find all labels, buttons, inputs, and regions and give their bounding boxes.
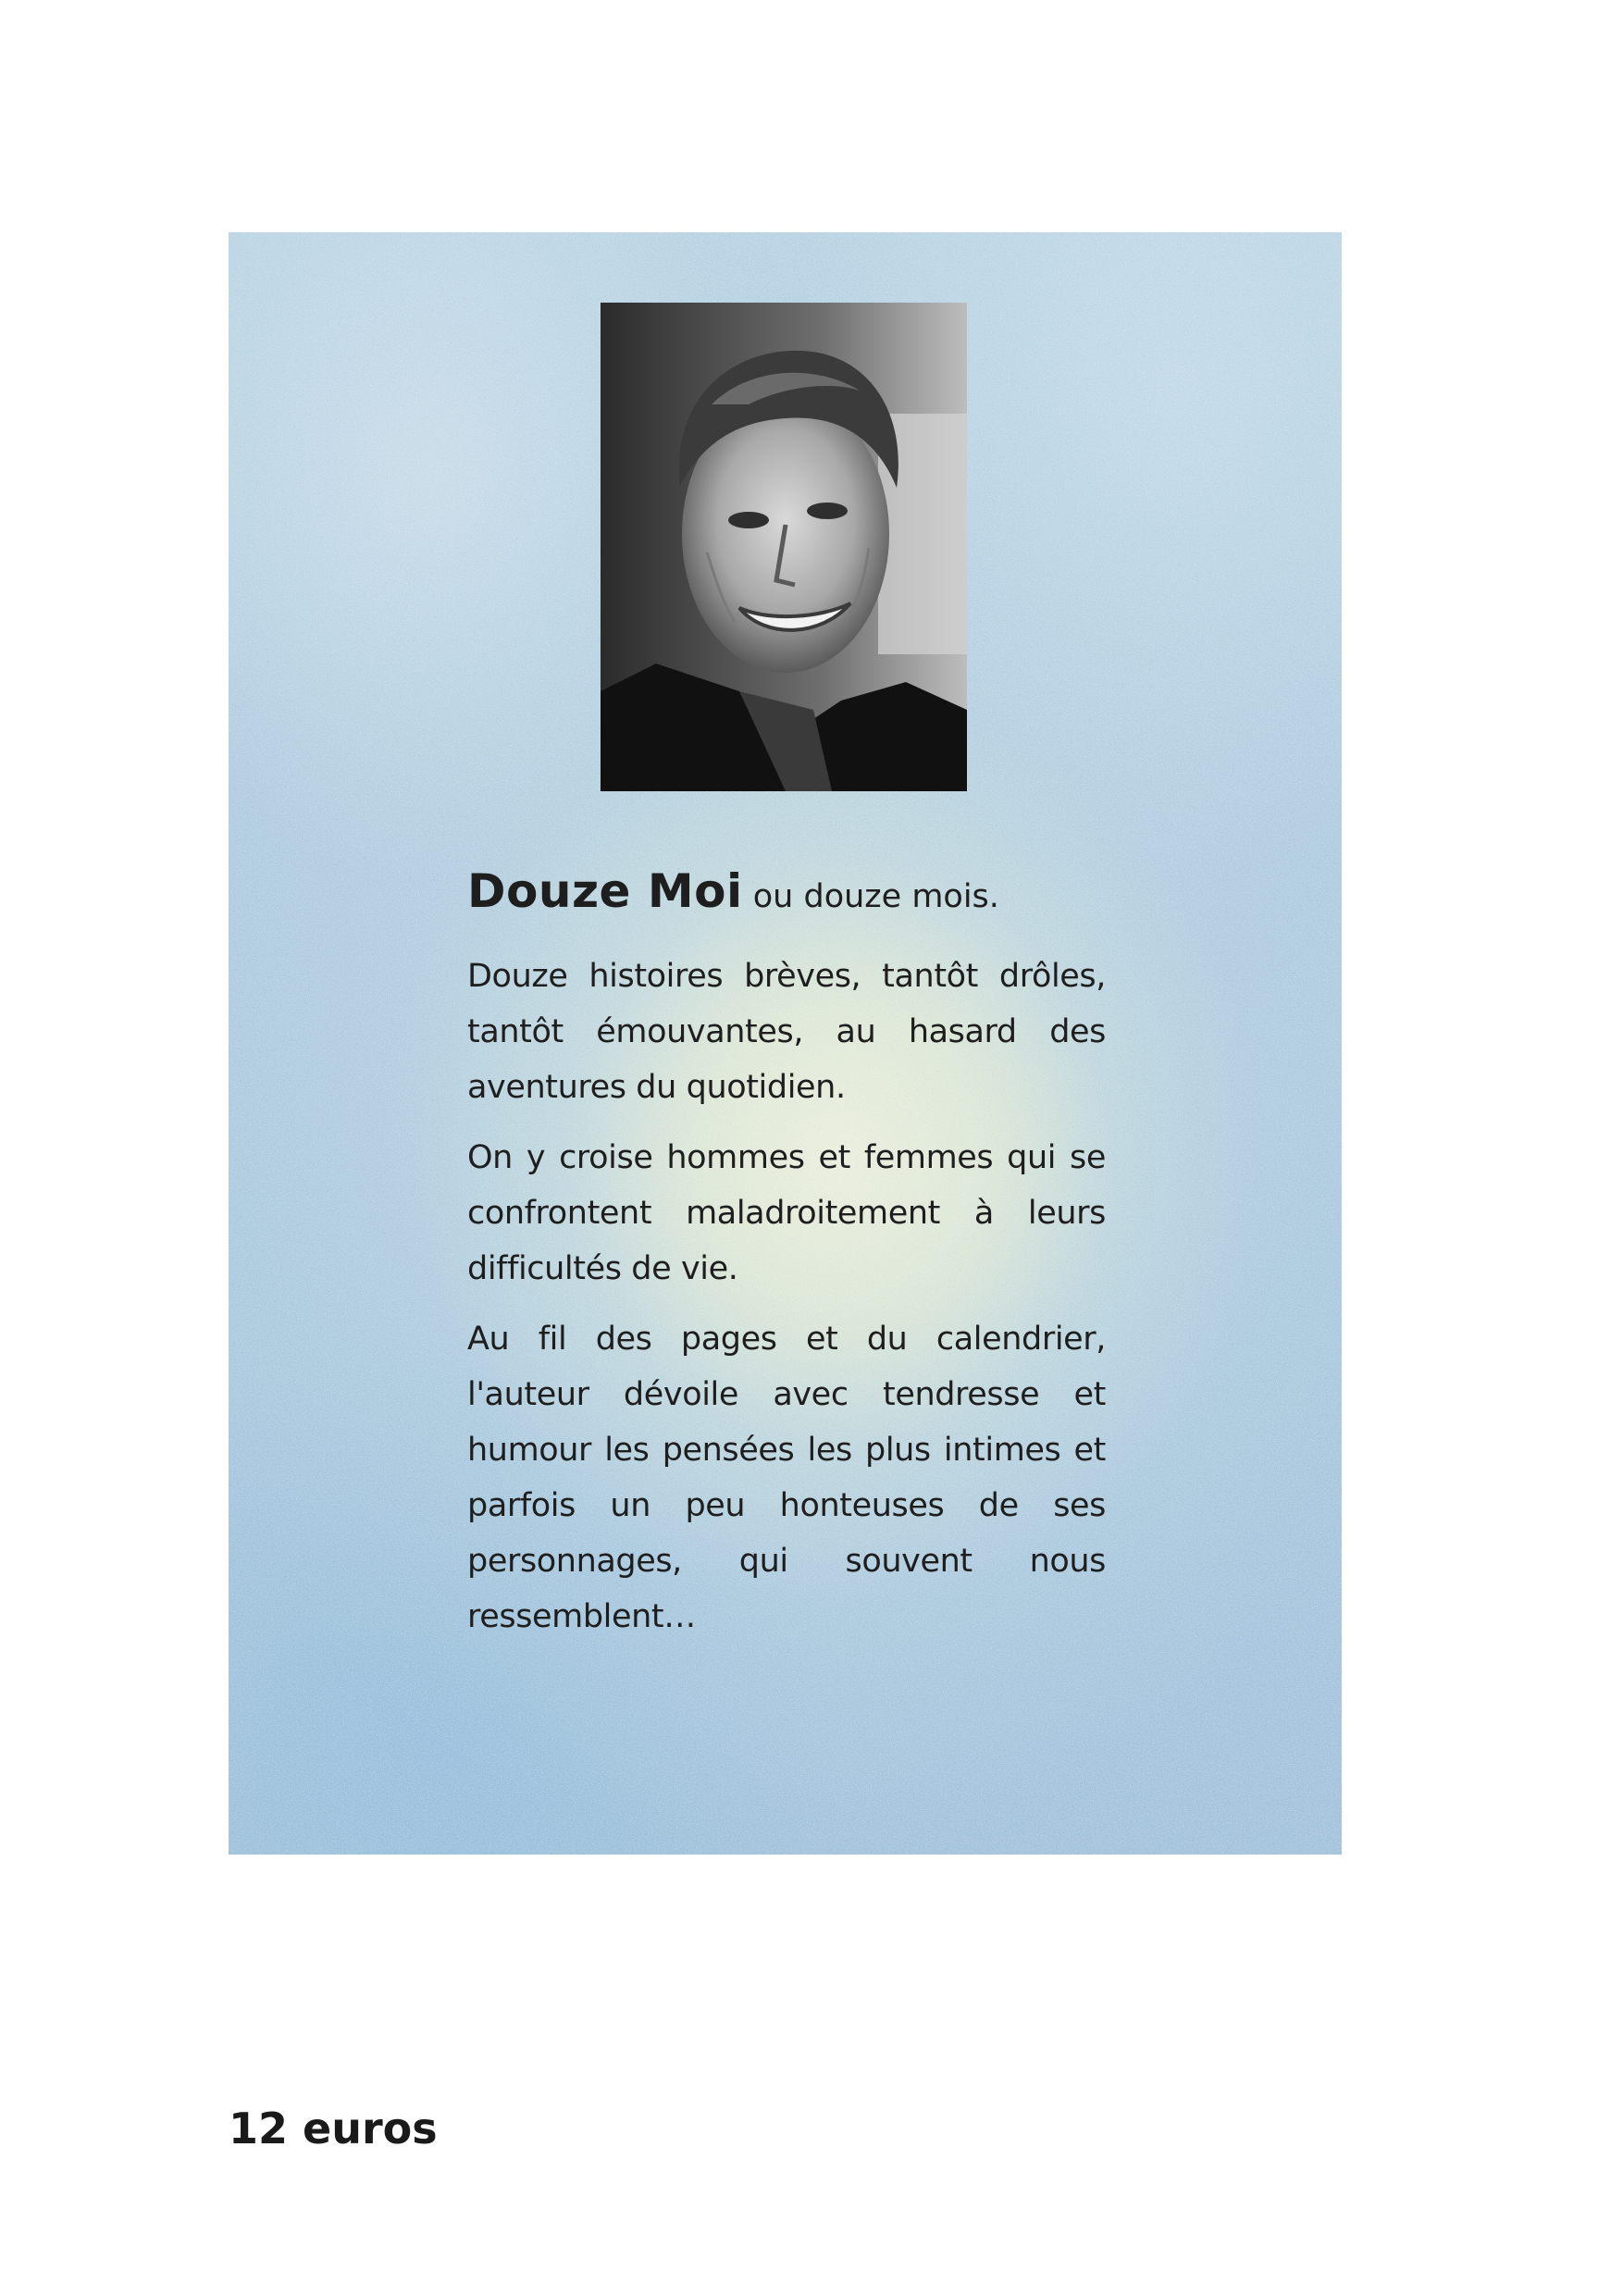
blurb-text <box>467 858 1106 1659</box>
blurb-paragraph-3: Au fil des pages et du calendrier, l'auteur dévoile avec tendresse et humour les pensées les plus intimes et parfois un peu honteuses de ses personnages, qui souvent nous ressemblent… <box>467 1321 1106 1635</box>
book-title: Douze Moi <box>467 864 743 918</box>
blurb-paragraph-2: On y croise hommes et femmes qui se confrontent maladroitement à leurs difficultés de vie. <box>467 1139 1106 1287</box>
book-title-line <box>467 858 1106 936</box>
blurb-paragraph-1: Douze histoires brèves, tantôt drôles, tantôt émouvantes, au hasard des aventures du quotidien. <box>467 958 1106 1106</box>
cover-panel <box>229 232 1342 1855</box>
book-subtitle: ou douze mois. <box>742 878 999 915</box>
price-label: 12 euros <box>229 2104 438 2153</box>
author-portrait-photo <box>601 303 967 791</box>
portrait-icon <box>601 303 967 791</box>
